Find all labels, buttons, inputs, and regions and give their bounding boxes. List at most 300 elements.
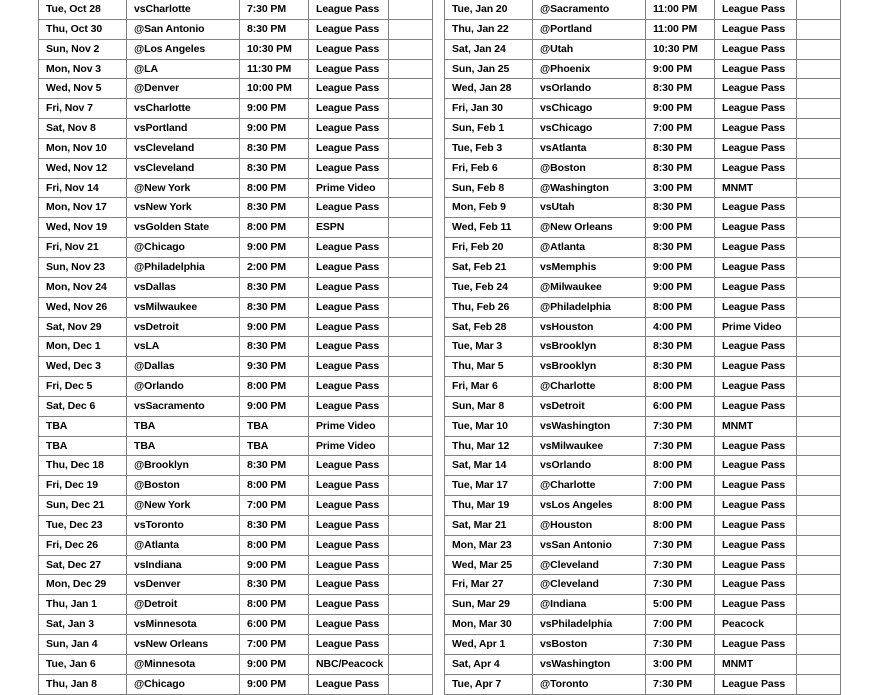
schedule-row[interactable]	[445, 257, 841, 277]
game-opponent-cell: @Chicago	[127, 238, 240, 258]
game-opponent-cell: vsCharlotte	[127, 99, 240, 119]
game-note-cell	[389, 158, 433, 178]
game-note-cell	[797, 218, 841, 238]
game-date-cell: Wed, Apr 1	[445, 635, 533, 655]
game-broadcast-cell: League Pass	[715, 555, 797, 575]
schedule-row[interactable]	[445, 119, 841, 139]
game-opponent-cell: vsWashington	[533, 416, 646, 436]
game-broadcast-cell: League Pass	[309, 575, 389, 595]
game-time-cell: 7:00 PM	[240, 635, 309, 655]
game-opponent-cell: @Orlando	[127, 377, 240, 397]
game-note-cell	[797, 615, 841, 635]
game-date-cell: Fri, Mar 6	[445, 377, 533, 397]
game-broadcast-cell: League Pass	[309, 119, 389, 139]
game-broadcast-cell: Prime Video	[715, 317, 797, 337]
game-note-cell	[389, 357, 433, 377]
game-note-cell	[389, 416, 433, 436]
game-time-cell: 8:30 PM	[646, 138, 715, 158]
game-date-cell: Sun, Mar 29	[445, 595, 533, 615]
game-date-cell: Sat, Mar 21	[445, 515, 533, 535]
game-opponent-cell: @Sacramento	[533, 0, 646, 19]
game-date-cell: TBA	[39, 416, 127, 436]
schedule-row[interactable]	[445, 99, 841, 119]
schedule-row[interactable]	[39, 436, 433, 456]
game-time-cell: 8:30 PM	[240, 138, 309, 158]
game-time-cell: 8:30 PM	[646, 79, 715, 99]
game-broadcast-cell: League Pass	[715, 257, 797, 277]
game-note-cell	[797, 595, 841, 615]
schedule-row[interactable]	[445, 396, 841, 416]
game-note-cell	[389, 496, 433, 516]
game-opponent-cell: vsSan Antonio	[533, 535, 646, 555]
game-time-cell: 8:00 PM	[240, 476, 309, 496]
schedule-row[interactable]	[445, 59, 841, 79]
game-broadcast-cell: League Pass	[309, 555, 389, 575]
game-note-cell	[389, 317, 433, 337]
game-date-cell: Tue, Apr 7	[445, 674, 533, 694]
game-broadcast-cell: League Pass	[715, 535, 797, 555]
game-date-cell: Sun, Jan 25	[445, 59, 533, 79]
game-broadcast-cell: League Pass	[715, 575, 797, 595]
schedule-row[interactable]	[445, 337, 841, 357]
game-time-cell: 8:30 PM	[646, 198, 715, 218]
schedule-row[interactable]	[39, 138, 433, 158]
game-time-cell: 6:00 PM	[646, 396, 715, 416]
schedule-panel-right	[444, 0, 840, 695]
game-date-cell: Mon, Nov 17	[39, 198, 127, 218]
game-opponent-cell: vsMemphis	[533, 257, 646, 277]
game-opponent-cell: @Cleveland	[533, 555, 646, 575]
game-opponent-cell: vsSacramento	[127, 396, 240, 416]
schedule-row[interactable]	[39, 39, 433, 59]
schedule-row[interactable]	[39, 218, 433, 238]
game-time-cell: 8:30 PM	[646, 238, 715, 258]
schedule-row[interactable]	[39, 79, 433, 99]
schedule-row[interactable]	[39, 99, 433, 119]
game-opponent-cell: @New York	[127, 178, 240, 198]
schedule-row[interactable]	[39, 297, 433, 317]
game-broadcast-cell: League Pass	[715, 595, 797, 615]
game-opponent-cell: @Milwaukee	[533, 277, 646, 297]
game-time-cell: 7:00 PM	[646, 615, 715, 635]
game-date-cell: Sun, Nov 2	[39, 39, 127, 59]
schedule-row[interactable]	[445, 654, 841, 674]
game-time-cell: 8:00 PM	[240, 535, 309, 555]
game-broadcast-cell: League Pass	[715, 59, 797, 79]
schedule-row[interactable]	[39, 257, 433, 277]
game-time-cell: 11:30 PM	[240, 59, 309, 79]
game-broadcast-cell: League Pass	[309, 257, 389, 277]
game-time-cell: 7:00 PM	[646, 119, 715, 139]
game-time-cell: 7:30 PM	[240, 0, 309, 19]
game-broadcast-cell: League Pass	[309, 357, 389, 377]
game-note-cell	[389, 257, 433, 277]
game-time-cell: 9:00 PM	[240, 555, 309, 575]
game-time-cell: 7:30 PM	[646, 635, 715, 655]
game-broadcast-cell: League Pass	[309, 674, 389, 694]
game-note-cell	[797, 476, 841, 496]
game-note-cell	[389, 297, 433, 317]
schedule-row[interactable]	[39, 615, 433, 635]
game-date-cell: Thu, Dec 18	[39, 456, 127, 476]
game-note-cell	[797, 317, 841, 337]
game-opponent-cell: @Charlotte	[533, 377, 646, 397]
game-date-cell: Mon, Nov 3	[39, 59, 127, 79]
game-broadcast-cell: Prime Video	[309, 416, 389, 436]
game-date-cell: Fri, Feb 20	[445, 238, 533, 258]
game-date-cell: Mon, Nov 24	[39, 277, 127, 297]
game-note-cell	[797, 257, 841, 277]
game-time-cell: 9:00 PM	[240, 396, 309, 416]
schedule-row[interactable]	[445, 595, 841, 615]
schedule-row[interactable]	[445, 575, 841, 595]
game-opponent-cell: vsCleveland	[127, 158, 240, 178]
schedule-row[interactable]	[39, 654, 433, 674]
game-opponent-cell: vsMilwaukee	[127, 297, 240, 317]
schedule-panel-left	[38, 0, 432, 695]
schedule-row[interactable]	[445, 218, 841, 238]
game-time-cell: 8:00 PM	[240, 595, 309, 615]
schedule-row[interactable]	[39, 357, 433, 377]
game-opponent-cell: @New York	[127, 496, 240, 516]
game-broadcast-cell: League Pass	[715, 79, 797, 99]
game-broadcast-cell: League Pass	[715, 377, 797, 397]
schedule-row[interactable]	[445, 476, 841, 496]
game-note-cell	[389, 277, 433, 297]
schedule-row[interactable]	[445, 0, 841, 19]
game-opponent-cell: @Denver	[127, 79, 240, 99]
game-note-cell	[389, 635, 433, 655]
game-time-cell: 9:30 PM	[240, 357, 309, 377]
game-date-cell: Thu, Oct 30	[39, 19, 127, 39]
game-broadcast-cell: League Pass	[309, 39, 389, 59]
game-time-cell: 10:30 PM	[240, 39, 309, 59]
game-broadcast-cell: League Pass	[715, 19, 797, 39]
game-broadcast-cell: MNMT	[715, 654, 797, 674]
schedule-row[interactable]	[39, 416, 433, 436]
schedule-row[interactable]	[39, 317, 433, 337]
game-opponent-cell: vsCleveland	[127, 138, 240, 158]
game-opponent-cell: @Atlanta	[533, 238, 646, 258]
game-broadcast-cell: League Pass	[309, 396, 389, 416]
game-opponent-cell: @Charlotte	[533, 476, 646, 496]
schedule-row[interactable]	[39, 337, 433, 357]
game-broadcast-cell: League Pass	[309, 317, 389, 337]
game-note-cell	[389, 99, 433, 119]
game-broadcast-cell: League Pass	[715, 476, 797, 496]
schedule-row[interactable]	[445, 297, 841, 317]
game-date-cell: Fri, Dec 26	[39, 535, 127, 555]
game-time-cell: 8:30 PM	[240, 297, 309, 317]
game-opponent-cell: vsDallas	[127, 277, 240, 297]
game-date-cell: Wed, Mar 25	[445, 555, 533, 575]
game-opponent-cell: @Toronto	[533, 674, 646, 694]
game-broadcast-cell: League Pass	[309, 198, 389, 218]
game-date-cell: Sat, Nov 29	[39, 317, 127, 337]
game-broadcast-cell: League Pass	[309, 238, 389, 258]
schedule-row[interactable]	[445, 39, 841, 59]
game-date-cell: Tue, Mar 17	[445, 476, 533, 496]
game-time-cell: 9:00 PM	[646, 218, 715, 238]
schedule-row[interactable]	[445, 635, 841, 655]
game-note-cell	[797, 674, 841, 694]
game-broadcast-cell: Peacock	[715, 615, 797, 635]
game-opponent-cell: vsChicago	[533, 119, 646, 139]
game-time-cell: 8:30 PM	[240, 198, 309, 218]
game-opponent-cell: @Minnesota	[127, 654, 240, 674]
schedule-row[interactable]	[39, 535, 433, 555]
schedule-row[interactable]	[445, 515, 841, 535]
schedule-row[interactable]	[445, 357, 841, 377]
game-date-cell: TBA	[39, 436, 127, 456]
game-note-cell	[389, 456, 433, 476]
game-note-cell	[389, 515, 433, 535]
game-date-cell: Sun, Feb 8	[445, 178, 533, 198]
schedule-row[interactable]	[39, 158, 433, 178]
game-date-cell: Sat, Dec 27	[39, 555, 127, 575]
game-broadcast-cell: League Pass	[715, 635, 797, 655]
game-opponent-cell: vsNew Orleans	[127, 635, 240, 655]
game-date-cell: Mon, Dec 29	[39, 575, 127, 595]
game-broadcast-cell: League Pass	[715, 357, 797, 377]
game-time-cell: 7:00 PM	[240, 496, 309, 516]
game-date-cell: Fri, Mar 27	[445, 575, 533, 595]
game-note-cell	[797, 198, 841, 218]
game-opponent-cell: vsAtlanta	[533, 138, 646, 158]
game-opponent-cell: @Boston	[533, 158, 646, 178]
schedule-row[interactable]	[445, 456, 841, 476]
game-note-cell	[797, 19, 841, 39]
game-date-cell: Tue, Jan 6	[39, 654, 127, 674]
game-note-cell	[389, 436, 433, 456]
game-date-cell: Thu, Jan 22	[445, 19, 533, 39]
game-note-cell	[797, 119, 841, 139]
game-time-cell: 8:00 PM	[646, 377, 715, 397]
game-broadcast-cell: League Pass	[715, 337, 797, 357]
game-time-cell: TBA	[240, 416, 309, 436]
schedule-row[interactable]	[445, 178, 841, 198]
schedule-row[interactable]	[39, 396, 433, 416]
schedule-row[interactable]	[445, 79, 841, 99]
game-note-cell	[797, 178, 841, 198]
game-note-cell	[797, 39, 841, 59]
game-broadcast-cell: MNMT	[715, 178, 797, 198]
game-note-cell	[797, 436, 841, 456]
schedule-table-right	[444, 0, 841, 695]
game-broadcast-cell: League Pass	[715, 99, 797, 119]
schedule-row[interactable]	[445, 158, 841, 178]
game-time-cell: 8:00 PM	[646, 496, 715, 516]
game-note-cell	[797, 654, 841, 674]
schedule-row[interactable]	[39, 456, 433, 476]
schedule-row[interactable]	[39, 59, 433, 79]
schedule-row[interactable]	[445, 555, 841, 575]
schedule-row[interactable]	[39, 555, 433, 575]
game-opponent-cell: vsCharlotte	[127, 0, 240, 19]
game-opponent-cell: vsToronto	[127, 515, 240, 535]
game-opponent-cell: vsIndiana	[127, 555, 240, 575]
game-broadcast-cell: League Pass	[309, 515, 389, 535]
game-time-cell: 11:00 PM	[646, 19, 715, 39]
game-note-cell	[797, 456, 841, 476]
schedule-row[interactable]	[39, 476, 433, 496]
schedule-row[interactable]	[39, 595, 433, 615]
game-opponent-cell: vsPortland	[127, 119, 240, 139]
game-time-cell: 8:00 PM	[646, 515, 715, 535]
game-date-cell: Mon, Mar 30	[445, 615, 533, 635]
game-date-cell: Thu, Mar 19	[445, 496, 533, 516]
schedule-row[interactable]	[445, 198, 841, 218]
game-date-cell: Sun, Nov 23	[39, 257, 127, 277]
game-note-cell	[389, 178, 433, 198]
game-opponent-cell: vsLos Angeles	[533, 496, 646, 516]
schedule-row[interactable]	[39, 635, 433, 655]
game-date-cell: Sat, Mar 14	[445, 456, 533, 476]
game-note-cell	[797, 79, 841, 99]
game-note-cell	[797, 138, 841, 158]
game-note-cell	[389, 396, 433, 416]
game-opponent-cell: vsGolden State	[127, 218, 240, 238]
schedule-row[interactable]	[39, 674, 433, 694]
game-broadcast-cell: League Pass	[715, 456, 797, 476]
game-broadcast-cell: Prime Video	[309, 178, 389, 198]
game-opponent-cell: @Chicago	[127, 674, 240, 694]
game-broadcast-cell: League Pass	[309, 615, 389, 635]
game-time-cell: 8:30 PM	[240, 158, 309, 178]
schedule-row[interactable]	[39, 377, 433, 397]
game-note-cell	[797, 515, 841, 535]
game-date-cell: Tue, Dec 23	[39, 515, 127, 535]
schedule-row[interactable]	[39, 178, 433, 198]
schedule-row[interactable]	[39, 119, 433, 139]
game-time-cell: 10:00 PM	[240, 79, 309, 99]
schedule-row[interactable]	[39, 575, 433, 595]
game-broadcast-cell: MNMT	[715, 416, 797, 436]
game-note-cell	[797, 535, 841, 555]
schedule-row[interactable]	[39, 238, 433, 258]
schedule-row[interactable]	[445, 377, 841, 397]
game-time-cell: 4:00 PM	[646, 317, 715, 337]
game-note-cell	[797, 635, 841, 655]
game-time-cell: 8:30 PM	[240, 456, 309, 476]
game-date-cell: Mon, Mar 23	[445, 535, 533, 555]
game-note-cell	[797, 555, 841, 575]
schedule-row[interactable]	[445, 138, 841, 158]
game-note-cell	[797, 357, 841, 377]
schedule-row[interactable]	[39, 515, 433, 535]
game-opponent-cell: @Detroit	[127, 595, 240, 615]
game-opponent-cell: vsMilwaukee	[533, 436, 646, 456]
game-broadcast-cell: League Pass	[309, 79, 389, 99]
game-opponent-cell: @New Orleans	[533, 218, 646, 238]
schedule-row[interactable]	[445, 674, 841, 694]
schedule-row[interactable]	[39, 19, 433, 39]
game-broadcast-cell: League Pass	[715, 138, 797, 158]
game-time-cell: 7:30 PM	[646, 575, 715, 595]
game-time-cell: 7:00 PM	[646, 476, 715, 496]
game-opponent-cell: @Utah	[533, 39, 646, 59]
game-broadcast-cell: League Pass	[309, 59, 389, 79]
game-broadcast-cell: League Pass	[715, 277, 797, 297]
game-broadcast-cell: League Pass	[309, 337, 389, 357]
schedule-table-left	[38, 0, 433, 695]
game-broadcast-cell: League Pass	[715, 515, 797, 535]
schedule-row[interactable]	[445, 615, 841, 635]
game-note-cell	[797, 59, 841, 79]
schedule-row[interactable]	[445, 238, 841, 258]
game-time-cell: 9:00 PM	[240, 99, 309, 119]
game-broadcast-cell: League Pass	[309, 138, 389, 158]
game-date-cell: Sat, Jan 24	[445, 39, 533, 59]
game-opponent-cell: @LA	[127, 59, 240, 79]
game-opponent-cell: TBA	[127, 436, 240, 456]
game-note-cell	[389, 674, 433, 694]
game-opponent-cell: vsBoston	[533, 635, 646, 655]
game-time-cell: 8:00 PM	[240, 218, 309, 238]
game-note-cell	[797, 496, 841, 516]
game-date-cell: Thu, Mar 12	[445, 436, 533, 456]
game-note-cell	[389, 575, 433, 595]
schedule-body-left	[39, 0, 433, 694]
game-time-cell: 8:00 PM	[646, 456, 715, 476]
game-note-cell	[797, 377, 841, 397]
game-date-cell: Fri, Jan 30	[445, 99, 533, 119]
game-time-cell: 8:30 PM	[240, 19, 309, 39]
game-time-cell: 9:00 PM	[240, 119, 309, 139]
game-time-cell: 8:30 PM	[646, 357, 715, 377]
game-opponent-cell: @Philadelphia	[533, 297, 646, 317]
game-note-cell	[797, 99, 841, 119]
game-opponent-cell: vsOrlando	[533, 79, 646, 99]
game-opponent-cell: vsUtah	[533, 198, 646, 218]
schedule-row[interactable]	[39, 198, 433, 218]
schedule-row[interactable]	[445, 416, 841, 436]
game-note-cell	[389, 337, 433, 357]
schedule-row[interactable]	[445, 277, 841, 297]
game-time-cell: 5:00 PM	[646, 595, 715, 615]
game-note-cell	[389, 555, 433, 575]
game-opponent-cell: @Boston	[127, 476, 240, 496]
schedule-row[interactable]	[39, 0, 433, 19]
game-time-cell: 8:00 PM	[646, 297, 715, 317]
game-broadcast-cell: League Pass	[309, 595, 389, 615]
game-broadcast-cell: League Pass	[309, 19, 389, 39]
schedule-row[interactable]	[39, 277, 433, 297]
game-broadcast-cell: League Pass	[715, 39, 797, 59]
game-broadcast-cell: League Pass	[309, 476, 389, 496]
game-broadcast-cell: League Pass	[309, 277, 389, 297]
schedule-row[interactable]	[445, 535, 841, 555]
game-opponent-cell: vsOrlando	[533, 456, 646, 476]
schedule-row[interactable]	[39, 496, 433, 516]
schedule-row[interactable]	[445, 436, 841, 456]
game-time-cell: 9:00 PM	[646, 257, 715, 277]
schedule-row[interactable]	[445, 317, 841, 337]
game-note-cell	[389, 59, 433, 79]
game-date-cell: Wed, Nov 26	[39, 297, 127, 317]
game-time-cell: 9:00 PM	[646, 59, 715, 79]
game-broadcast-cell: Prime Video	[309, 436, 389, 456]
game-time-cell: 3:00 PM	[646, 178, 715, 198]
game-broadcast-cell: ESPN	[309, 218, 389, 238]
game-note-cell	[797, 396, 841, 416]
schedule-row[interactable]	[445, 19, 841, 39]
game-broadcast-cell: League Pass	[715, 396, 797, 416]
game-note-cell	[389, 19, 433, 39]
game-date-cell: Sat, Feb 21	[445, 257, 533, 277]
game-date-cell: Mon, Feb 9	[445, 198, 533, 218]
schedule-row[interactable]	[445, 496, 841, 516]
